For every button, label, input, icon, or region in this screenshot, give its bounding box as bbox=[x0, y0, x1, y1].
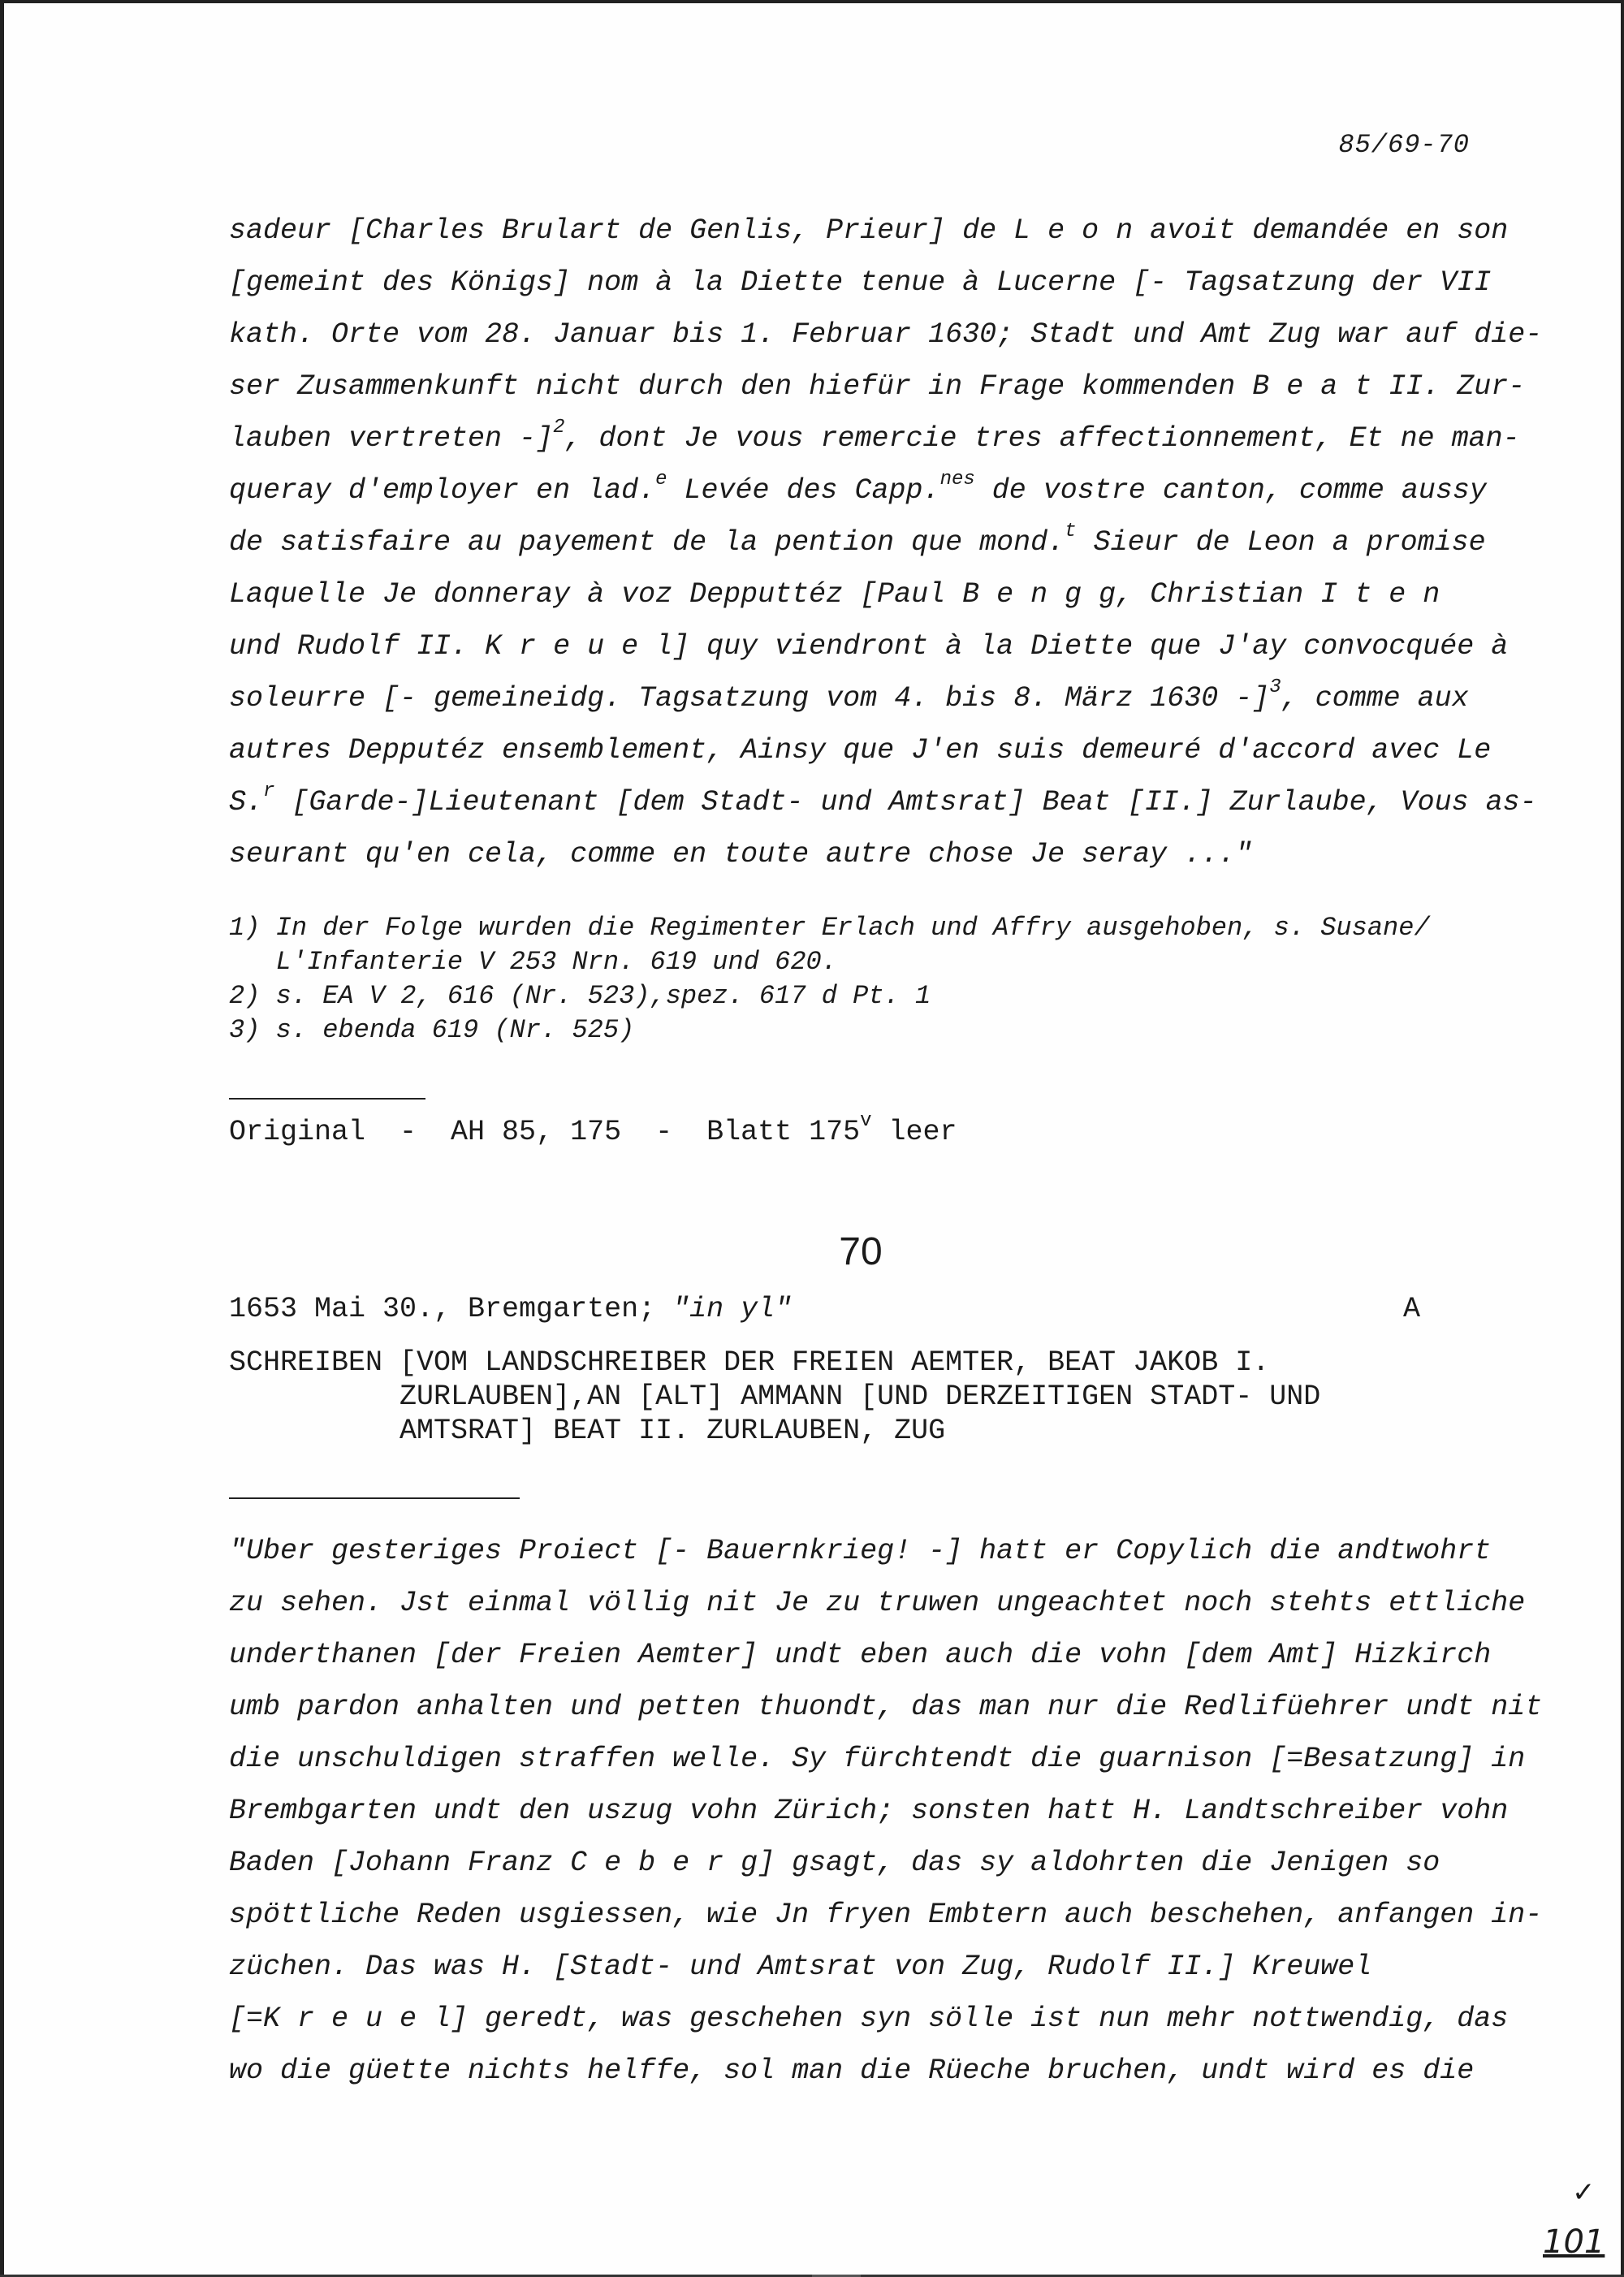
text-line: kath. Orte vom 28. Januar bis 1. Februar 1630; Stadt und Amt Zug war auf die- bbox=[229, 318, 1543, 351]
text-line: züchen. Das was H. [Stadt- und Amtsrat von Zug, Rudolf II.] Kreuwel bbox=[229, 1951, 1372, 1983]
title-line: SCHREIBEN [VOM LANDSCHREIBER DER FREIEN AEMTER, BEAT JAKOB I. bbox=[229, 1346, 1270, 1379]
scan-border-top bbox=[0, 0, 1624, 3]
version-marker: A bbox=[1403, 1293, 1421, 1325]
text-line: de satisfaire au payement de la pention que mond.$^t$ Sieur de Leon a promise bbox=[229, 521, 1486, 559]
text-line: ser Zusammenkunft nicht durch den hiefür in Frage kommenden B e a t II. Zur- bbox=[229, 370, 1526, 403]
text-line: "Uber gesteriges Proiect [- Bauernkrieg! -] hatt er Copylich die andtwohrt bbox=[229, 1535, 1492, 1567]
separator-rule bbox=[229, 1497, 520, 1499]
footnote-ref: 2 bbox=[553, 417, 565, 439]
text-line: die unschuldigen straffen welle. Sy fürchtendt die guarnison [=Besatzung] in bbox=[229, 1743, 1526, 1775]
text-line: [=K r e u e l] geredt, was geschehen syn sölle ist nun mehr nottwendig, das bbox=[229, 2003, 1509, 2035]
text-line: autres Depputéz ensemblement, Ainsy que J'en suis demeuré d'accord avec Le bbox=[229, 734, 1492, 767]
text-line: und Rudolf II. K r e u e l] quy viendront à la Diette que J'ay convocquée à bbox=[229, 630, 1509, 663]
text-line: Laquelle Je donneray à voz Depputtéz [Paul B e n g g, Christian I t e n bbox=[229, 578, 1440, 611]
separator-rule bbox=[229, 1098, 425, 1100]
text-line: underthanen [der Freien Aemter] undt eben auch die vohn [dem Amt] Hizkirch bbox=[229, 1639, 1492, 1671]
footnote: 1) In der Folge wurden die Regimenter Erlach und Affry ausgehoben, s. Susane/ bbox=[229, 913, 1430, 943]
text-line: zu sehen. Jst einmal völlig nit Je zu truwen ungeachtet noch stehts ettliche bbox=[229, 1587, 1526, 1619]
text-line: sadeur [Charles Brulart de Genlis, Prieur] de L e o n avoit demandée en son bbox=[229, 214, 1509, 247]
scanned-page: 85/69-70 sadeur [Charles Brulart de Genlis, Prieur] de L e o n avoit demandée en son [gemeint des Königs] nom à la Diette tenue à Lucerne [- Tagsatzung der VII kath. Orte vom 28. Januar bis 1. Februar 1630; Stadt und Amt Zug war auf die- ser Zusammenkunft nicht durch den hiefür in Frage kommenden B e a t II. Zur- lauben vertreten -]$^2$, dont Je vous remercie tres affectionnement, Et ne man- queray d'employer en lad.$^e$ Levée des Capp.$^{nes}$ de vostre canton, comme aussy de satisfaire au payement de la pention que mond.$^t$ Sieur de Leon a promise Laquelle Je donneray à voz Depputtéz [Paul B e n g g, Christian I t e n und Rudolf II. K r e u e l] quy viendront à la Diette que J'ay convocquée à soleurre [- gemeineidg. Tagsatzung vom 4. bis 8. März 1630 -]$^3$, comme aux autres Depputéz ensemblement, Ainsy que J'en suis demeuré d'accord avec Le S.$^r$ [Garde-]Lieutenant [dem Stadt- und Amtsrat] Beat [II.] Zurlaube, Vous as- seurant qu'en cela, comme en toute autre chose Je seray ..." 1) In der Folge wurden die Regimenter Erlach und Affry ausgehoben, s. Susane/ L'Infanterie V 253 Nrn. 619 und 620. 2) s. EA V 2, 616 (Nr. 523),spez. 617 d Pt. 1 3) s. ebenda 619 (Nr. 525) Original - AH 85, 175 - Blatt 175$^v$ leer 70 1653 Mai 30., Bremgarten; "in yl" A SCHREIBEN [VOM LANDSCHREIBER DER FREIEN AEMTER, BEAT JAKOB I. ZURLAUBEN],AN [ALT] AMMANN [UND DERZEITIGEN STADT- UND AMTSRAT] BEAT II. ZURLAUBEN, ZUG "Uber gesteriges Proiect [- Bauernkrieg! -] hatt er Copylich die andtwohrt zu sehen. Jst einmal völlig nit Je zu truwen ungeachtet noch stehts ettliche underthanen [der Freien Aemter] undt eben auch die vohn [dem Amt] Hizkirch umb pardon anhalten und petten thuondt, das man nur die Redlifüehrer undt nit die unschuldigen straffen welle. Sy fürchtendt die guarnison [=Besatzung] in Brembgarten undt den uszug vohn Zürich; sonsten hatt H. Landtschreiber vohn Baden [Johann Franz C e b e r g] gsagt, das sy aldohrten die Jenigen so spöttliche Reden usgiessen, wie Jn fryen Embtern auch beschehen, anfangen in- züchen. Das was H. [Stadt- und Amtsrat von Zug, Rudolf II.] Kreuwel [=K r e u e l] geredt, was geschehen syn sölle ist nun mehr nottwendig, das wo die güette nichts helffe, sol man die Rüeche bruchen, undt wird es die ✓ 101 bbox=[0, 0, 1624, 2277]
footnote: 3) s. ebenda 619 (Nr. 525) bbox=[229, 1015, 635, 1045]
title-line: AMTSRAT] BEAT II. ZURLAUBEN, ZUG bbox=[229, 1415, 946, 1447]
text-line: wo die güette nichts helffe, sol man die Rüeche bruchen, undt wird es die bbox=[229, 2054, 1475, 2087]
text-line: Baden [Johann Franz C e b e r g] gsagt, das sy aldohrten die Jenigen so bbox=[229, 1847, 1440, 1879]
text-line: soleurre [- gemeineidg. Tagsatzung vom 4. bis 8. März 1630 -]$^3$, comme aux bbox=[229, 676, 1469, 715]
text-line: spöttliche Reden usgiessen, wie Jn fryen Embtern auch beschehen, anfangen in- bbox=[229, 1899, 1543, 1931]
footnote: 2) s. EA V 2, 616 (Nr. 523),spez. 617 d Pt. 1 bbox=[229, 981, 931, 1011]
text-line: seurant qu'en cela, comme en toute autre chose Je seray ..." bbox=[229, 838, 1253, 871]
page-reference: 85/69-70 bbox=[1338, 130, 1470, 160]
text-line: lauben vertreten -]$^2$, dont Je vous remercie tres affectionnement, Et ne man- bbox=[229, 417, 1520, 455]
text-line: [gemeint des Königs] nom à la Diette tenue à Lucerne [- Tagsatzung der VII bbox=[229, 266, 1492, 299]
check-mark-icon: ✓ bbox=[1572, 2176, 1596, 2209]
text-line: S.$^r$ [Garde-]Lieutenant [dem Stadt- und Amtsrat] Beat [II.] Zurlaube, Vous as- bbox=[229, 780, 1537, 819]
document-number: 70 bbox=[839, 1230, 883, 1273]
title-line: ZURLAUBEN],AN [ALT] AMMANN [UND DERZEITIGEN STADT- UND bbox=[229, 1380, 1321, 1413]
text-line: Brembgarten undt den uszug vohn Zürich; sonsten hatt H. Landtschreiber vohn bbox=[229, 1795, 1509, 1827]
text-line: umb pardon anhalten und petten thuondt, das man nur die Redlifüehrer undt nit bbox=[229, 1691, 1543, 1723]
text-line: queray d'employer en lad.$^e$ Levée des Capp.$^{nes}$ de vostre canton, comme aussy bbox=[229, 469, 1487, 507]
scan-border-right bbox=[1621, 0, 1624, 2277]
scan-border-left bbox=[0, 0, 4, 2277]
footnote-ref: 3 bbox=[1269, 676, 1281, 699]
folio-number: 101 bbox=[1543, 2223, 1605, 2261]
footnote: L'Infanterie V 253 Nrn. 619 und 620. bbox=[229, 947, 837, 977]
